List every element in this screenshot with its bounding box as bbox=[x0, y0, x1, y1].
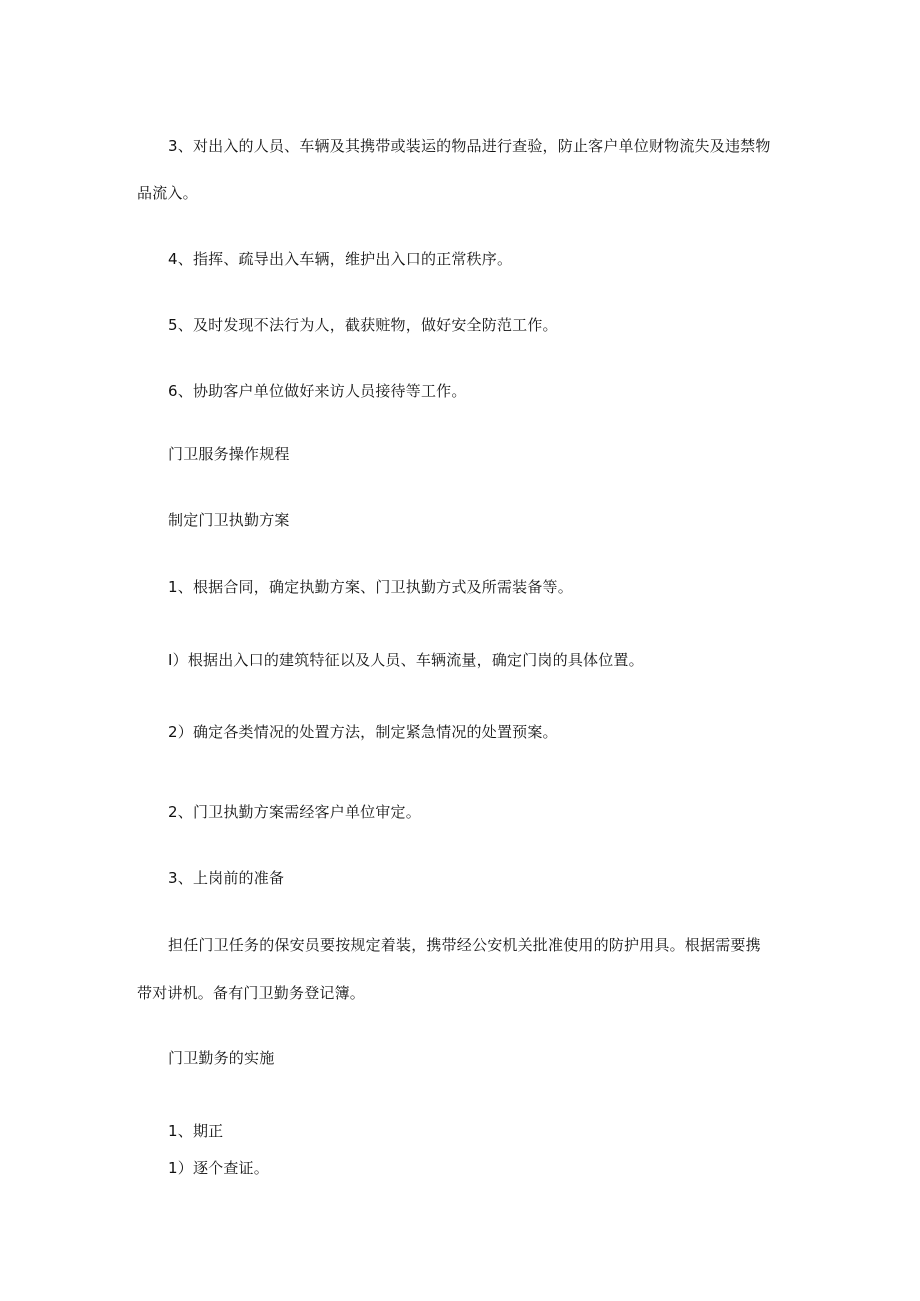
paragraph-plan-sub-2: 2）确定各类情况的处置方法，制定紧急情况的处置预案。 bbox=[168, 723, 558, 741]
paragraph-item-6: 6、协助客户单位做好来访人员接待等工作。 bbox=[168, 382, 467, 400]
paragraph-item-3-line-1: 3、对出入的人员、车辆及其携带或装运的物品进行查验，防止客户单位财物流失及违禁物 bbox=[168, 137, 771, 155]
subheading-duty-plan: 制定门卫执勤方案 bbox=[168, 511, 290, 529]
paragraph-preparation-line-2: 带对讲机。备有门卫勤务登记簿。 bbox=[137, 984, 366, 1002]
paragraph-implementation-sub-1: 1）逐个查证。 bbox=[168, 1159, 269, 1177]
paragraph-item-3-line-2: 品流入。 bbox=[137, 184, 198, 202]
paragraph-plan-item-2: 2、门卫执勤方案需经客户单位审定。 bbox=[168, 803, 421, 821]
paragraph-preparation-line-1: 担任门卫任务的保安员要按规定着装，携带经公安机关批准使用的防护用具。根据需要携 bbox=[168, 936, 761, 954]
paragraph-implementation-item-1: 1、期正 bbox=[168, 1122, 224, 1140]
paragraph-plan-sub-1: I）根据出入口的建筑特征以及人员、车辆流量，确定门岗的具体位置。 bbox=[168, 651, 644, 669]
subheading-duty-implementation: 门卫勤务的实施 bbox=[168, 1049, 275, 1067]
paragraph-plan-item-3: 3、上岗前的准备 bbox=[168, 869, 285, 887]
paragraph-item-5: 5、及时发现不法行为人，截获赃物，做好安全防范工作。 bbox=[168, 316, 558, 334]
section-heading-procedures: 门卫服务操作规程 bbox=[168, 445, 290, 463]
paragraph-item-4: 4、指挥、疏导出入车辆，维护出入口的正常秩序。 bbox=[168, 250, 513, 268]
paragraph-plan-item-1: 1、根据合同，确定执勤方案、门卫执勤方式及所需装备等。 bbox=[168, 578, 573, 596]
